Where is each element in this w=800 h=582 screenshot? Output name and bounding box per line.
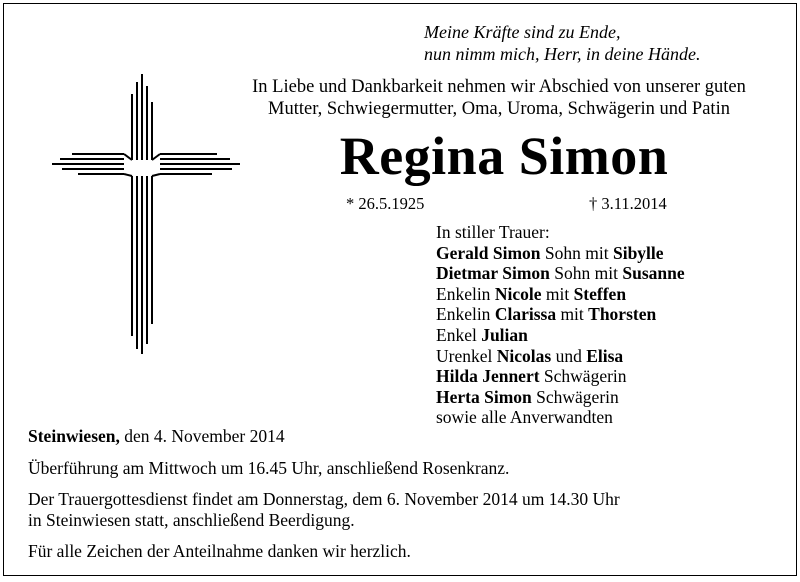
mourner-name: Julian [481,324,528,345]
mourner-relation: Urenkel [436,345,497,366]
bible-quote: Meine Kräfte sind zu Ende, nun nimm mich, Herr, in deine Hände. [424,22,701,64]
notice-date: den 4. November 2014 [119,426,285,446]
mourner-relation: sowie alle Anverwandten [436,407,613,428]
mourner-line [436,387,685,408]
deceased-name: Regina Simon [339,126,669,186]
mourner-name: Susanne [622,263,685,284]
mourner-name: Nicolas [496,345,552,366]
intro-text: In Liebe und Dankbarkeit nehmen wir Abschied von unserer guten Mutter, Schwiegermutter, Oma, Uroma, Schwägerin und Patin [252,77,746,119]
mourner-relation: Schwägerin [531,386,619,407]
obituary-notice [3,3,797,576]
mourner-line [436,407,685,428]
place-date-line [28,426,788,447]
mourner-name: Herta Simon [436,386,532,407]
service-info: Der Trauergottesdienst findet am Donnerstag, dem 6. November 2014 um 14.30 Uhr in Steinwiesen statt, anschließend Beerdigung. [28,489,620,530]
mourner-name: Hilda Jennert [436,366,540,387]
mourner-relation: Sohn mit [549,263,623,284]
mourners-heading: In stiller Trauer: [436,222,550,242]
mourner-name: Elisa [586,345,624,366]
notice-details [28,426,788,562]
mourner-name: Nicole [494,283,542,304]
mourner-line [436,366,685,387]
mourner-relation: Enkel [436,324,482,345]
mourner-relation: Enkelin [436,304,495,325]
mourners-list [436,222,685,428]
death-date: † 3.11.2014 [589,194,667,213]
mourner-line [436,325,685,346]
mourner-relation: Schwägerin [539,366,627,387]
birth-date: * 26.5.1925 [346,194,425,213]
mourner-lines [436,243,685,428]
mourner-name: Gerald Simon [436,242,541,263]
thanks-text: Für alle Zeichen der Anteilnahme danken wir herzlich. [28,541,411,561]
mourner-relation: Enkelin [436,283,495,304]
mourner-line [436,346,685,367]
mourner-relation: und [551,345,587,366]
mourner-name: Thorsten [588,304,657,325]
place-name: Steinwiesen, [28,426,120,446]
mourner-relation: Sohn mit [540,242,613,263]
mourner-name: Sibylle [612,242,664,263]
mourner-line [436,243,685,264]
mourner-relation: mit [541,283,574,304]
mourner-line [436,284,685,305]
mourner-relation: mit [556,304,589,325]
mourner-name: Dietmar Simon [436,263,550,284]
mourner-name: Clarissa [494,304,557,325]
mourner-line [436,304,685,325]
mourner-name: Steffen [573,283,627,304]
mourner-line [436,263,685,284]
transfer-info: Überführung am Mittwoch um 16.45 Uhr, anschließend Rosenkranz. [28,458,510,478]
